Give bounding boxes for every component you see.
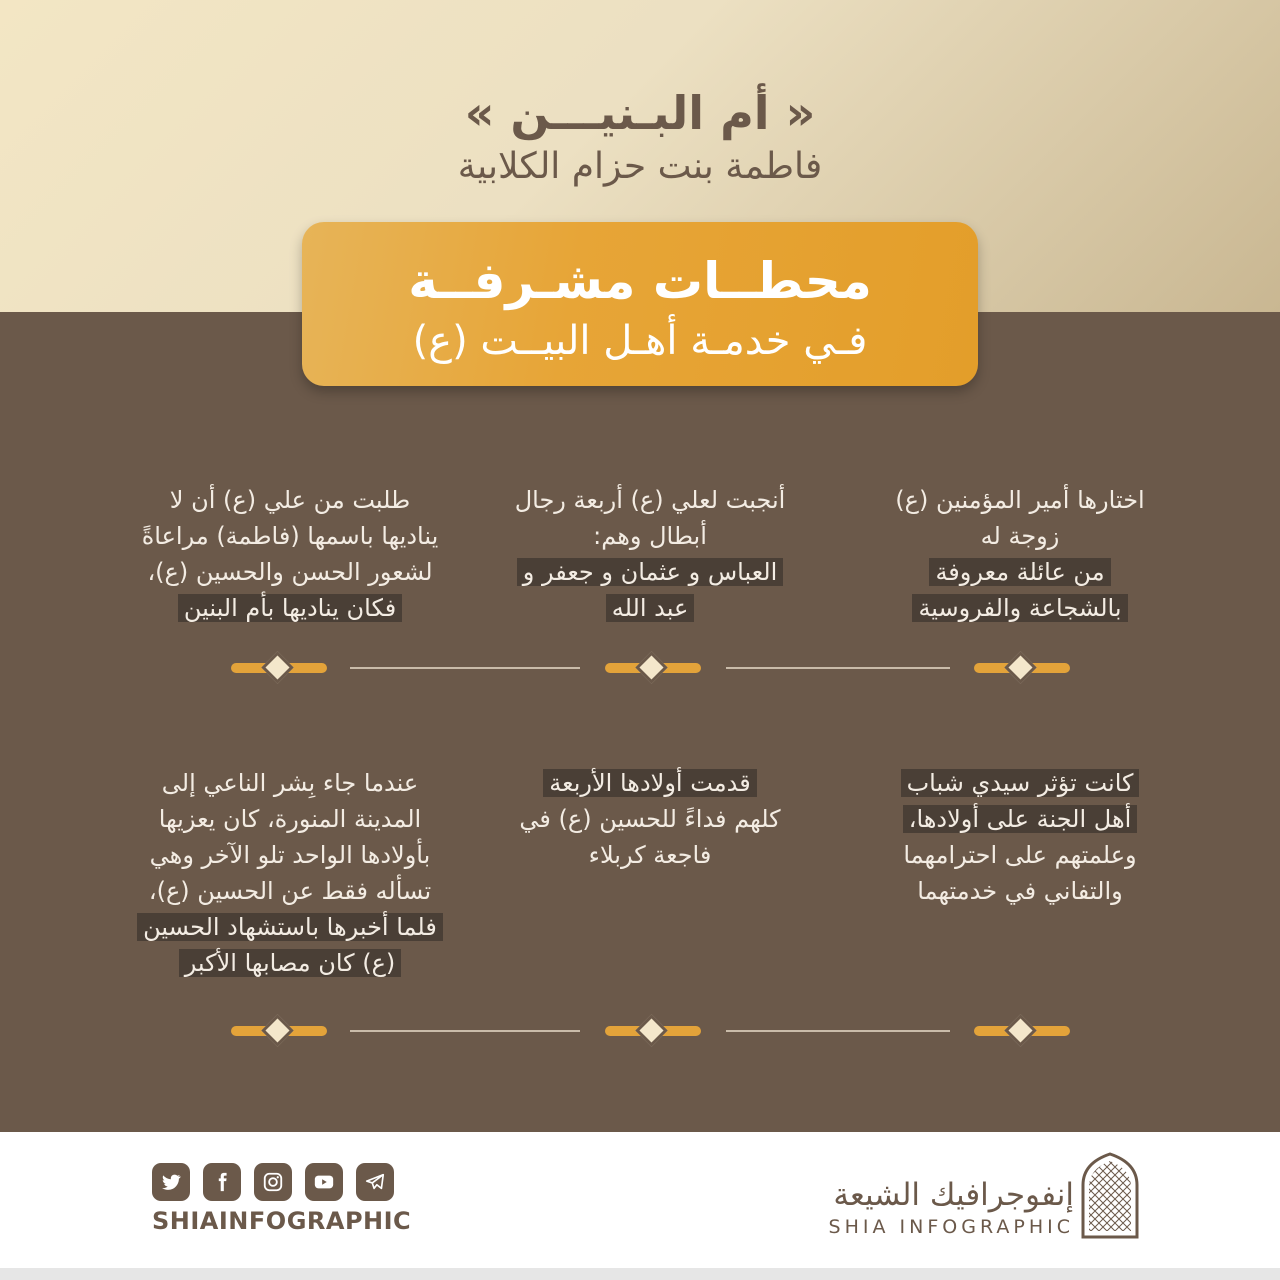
card-news-of-karbala: عندما جاء بِشر الناعي إلى المدينة المنورة، كان يعزيها بأولادها الواحد تلو الآخر وهي تسأله فقط عن الحسين (ع)، فلما أخبرها باستشهاد الحسين (ع) كان مصابها الأكبر (100, 765, 480, 981)
card-sacrifice: قدمت أولادها الأربعة كلهم فداءً للحسين (ع) في فاجعة كربلاء (519, 769, 781, 869)
youtube-icon[interactable] (305, 1163, 343, 1201)
divider-line (350, 667, 580, 669)
brand-name-arabic: إنفوجرافيك الشيعة (833, 1177, 1074, 1213)
headline-banner (302, 222, 978, 386)
divider-line (726, 667, 950, 669)
divider-line (726, 1030, 950, 1032)
card-chosen-wife: اختارها أمير المؤمنين (ع) زوجة له من عائلة معروفة بالشجاعة والفروسية (895, 486, 1145, 622)
telegram-icon[interactable] (356, 1163, 394, 1201)
banner-title: محطــات مشـرفــة (408, 252, 872, 310)
card-preferred-imams: كانت تؤثر سيدي شباب أهل الجنة على أولادها، وعلمتهم على احترامهما والتفاني في خدمتهما (840, 765, 1200, 909)
page-subtitle: فاطمة بنت حزام الكلابية (457, 146, 823, 187)
brand-name-english: SHIA INFOGRAPHIC (828, 1216, 1074, 1238)
social-handle: SHIAINFOGRAPHIC (152, 1207, 412, 1235)
card-four-sons: أنجبت لعلي (ع) أربعة رجال أبطال وهم: العباس و عثمان و جعفر و عبد الله (514, 486, 786, 622)
card-name-request: طلبت من علي (ع) أن لا يناديها باسمها (فاطمة) مراعاةً لشعور الحسن والحسين (ع)، فكان يناديها بأم البنين (141, 486, 439, 622)
twitter-icon[interactable] (152, 1163, 190, 1201)
page-title: « أم البـنيـــن » (464, 86, 816, 140)
bottom-strip (0, 1268, 1280, 1280)
divider-line (350, 1030, 580, 1032)
facebook-icon[interactable] (203, 1163, 241, 1201)
instagram-icon[interactable] (254, 1163, 292, 1201)
mosque-window-logo-icon (1079, 1151, 1141, 1239)
content-background (0, 312, 1280, 1132)
banner-subtitle: فـي خدمـة أهـل البيــت (ع) (412, 318, 868, 364)
